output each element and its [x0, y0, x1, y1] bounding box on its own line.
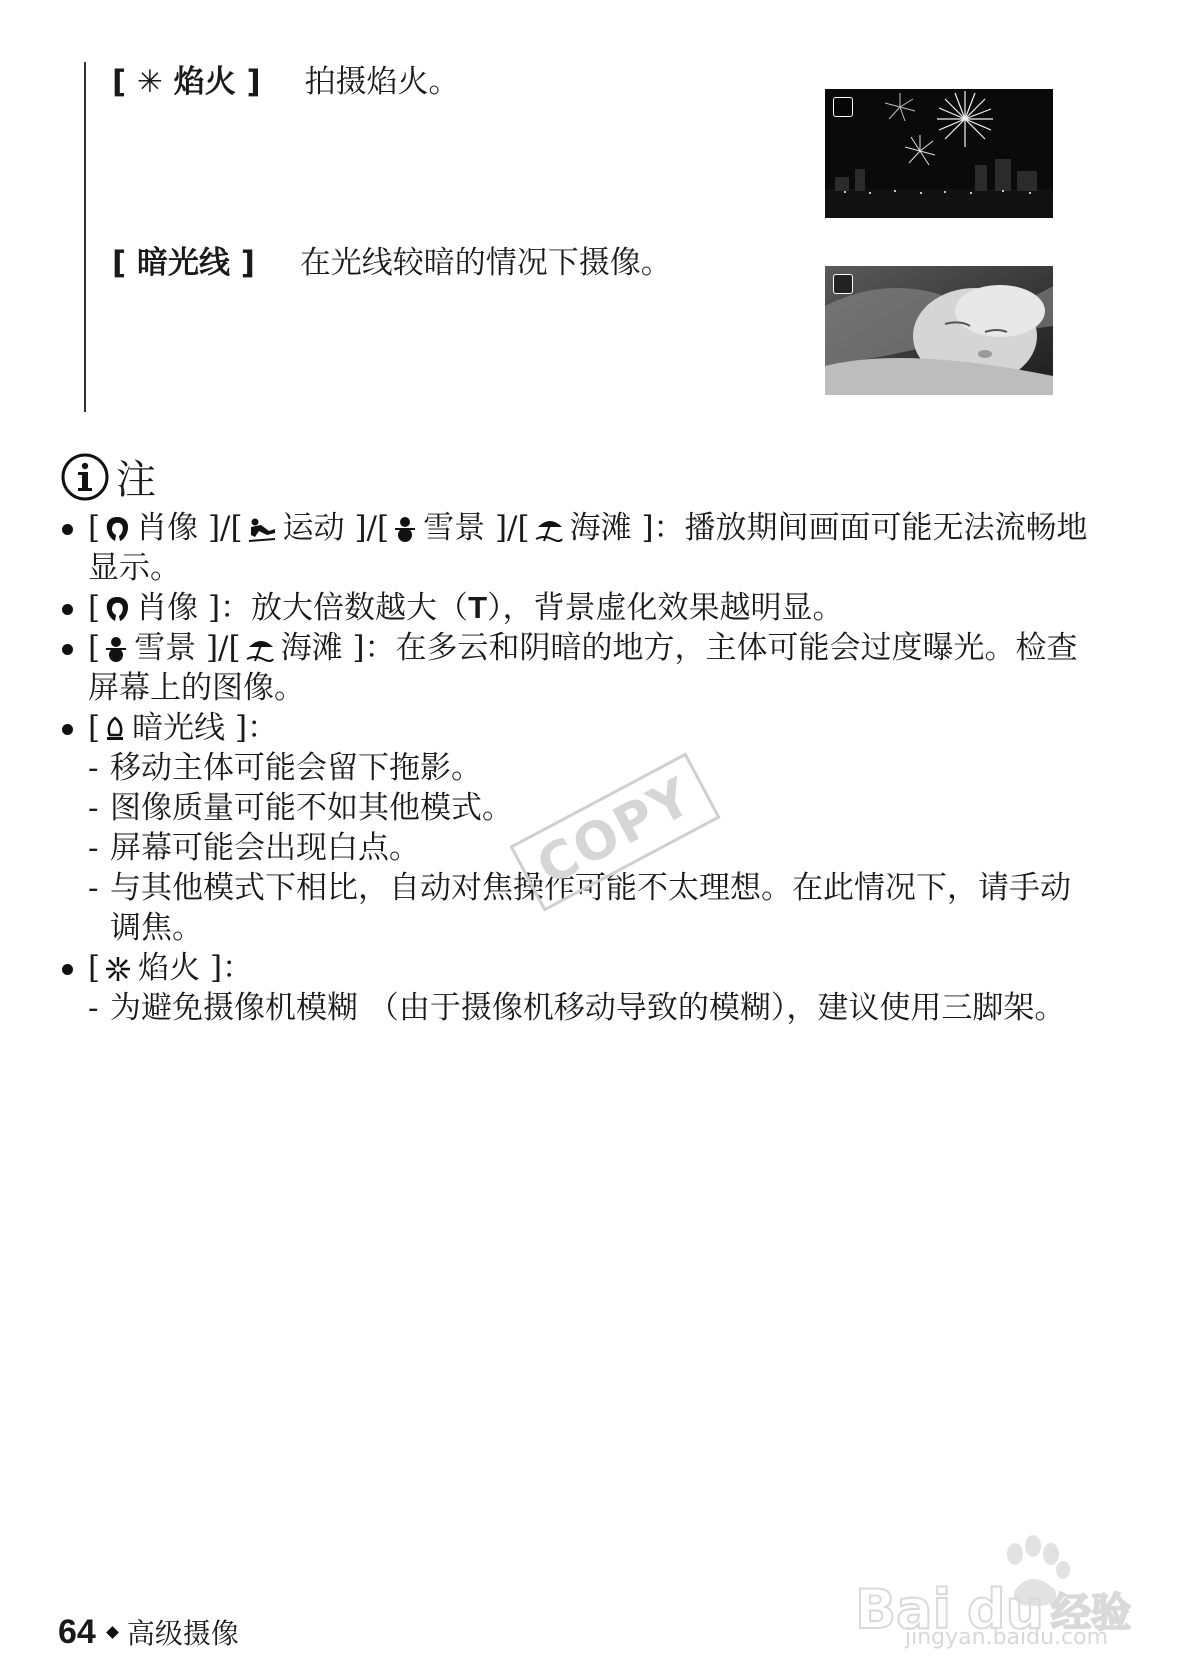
note-subitem: - 移动主体可能会留下拖影。 [88, 750, 482, 786]
fireworks-icon [104, 955, 132, 983]
mode-fireworks-description: 拍摄焰火。 [304, 64, 460, 100]
bullet-dot [62, 964, 73, 975]
fireworks-mode-indicator-icon [833, 97, 853, 117]
mode-fireworks-title: [ ✳ 焰火 ] [112, 64, 261, 100]
bullet-dot [62, 644, 73, 655]
mode-low-light-title: [ 暗光线 ] [112, 245, 255, 281]
note-item: [ 肖像 ]/[ 运动 ]/[ 雪景 ]/[ 海滩 ]：播放期间画面可能无法流畅地显示。 [60, 508, 1090, 588]
beach-icon [245, 635, 275, 663]
fireworks-photo [825, 89, 1053, 218]
bullet-dot [62, 604, 73, 615]
low-light-icon [104, 715, 126, 743]
note-item: [ 暗光线 ]： [60, 708, 1090, 748]
snow-icon [104, 635, 128, 663]
note-subitem: - 图像质量可能不如其他模式。 [88, 790, 513, 826]
notes-list [60, 508, 1090, 1028]
note-item: [ 肖像 ]：放大倍数越大（T），背景虚化效果越明显。 [60, 588, 1090, 628]
baidu-url: jingyan.baidu.com [905, 1625, 1109, 1650]
tele-label: T [468, 590, 487, 625]
portrait-icon [104, 515, 130, 543]
note-title: 注 [116, 457, 156, 503]
mode-low-light-description: 在光线较暗的情况下摄像。 [299, 245, 672, 281]
bullet-dot [62, 524, 73, 535]
info-icon [60, 452, 110, 502]
sleeping-child-photo [825, 266, 1053, 395]
low-light-mode-indicator-icon [833, 274, 853, 294]
svg-text:经验: 经验 [1051, 1590, 1131, 1636]
note-item: [ 焰火 ]： [60, 948, 1090, 988]
mode-low-light-row [112, 243, 672, 283]
sports-icon [247, 517, 277, 543]
copy-watermark: COPY [509, 752, 720, 911]
snow-icon [393, 515, 417, 543]
svg-text:du: du [967, 1578, 1045, 1641]
note-subitem: - 屏幕可能会出现白点。 [88, 830, 420, 866]
section-title: 高级摄像 [126, 1618, 239, 1649]
note-header [60, 448, 156, 505]
note-subitem: - 为避免摄像机模糊 （由于摄像机移动导致的模糊），建议使用三脚架。 [88, 990, 1066, 1026]
diamond-icon [106, 1626, 119, 1639]
left-margin-bar [84, 62, 86, 412]
bullet-dot [62, 724, 73, 735]
note-subitem: - 与其他模式下相比，自动对焦操作可能不太理想。在此情况下，请手动调焦。 [88, 870, 1071, 946]
portrait-icon [104, 595, 130, 623]
svg-text:Bai: Bai [855, 1578, 952, 1641]
page-number: 64 [58, 1613, 96, 1651]
beach-icon [534, 515, 564, 543]
mode-fireworks-row [112, 62, 460, 102]
note-item: [ 雪景 ]/[ 海滩 ]：在多云和阴暗的地方，主体可能会过度曝光。检查屏幕上的图像。 [60, 628, 1090, 708]
page-footer [58, 1612, 239, 1652]
